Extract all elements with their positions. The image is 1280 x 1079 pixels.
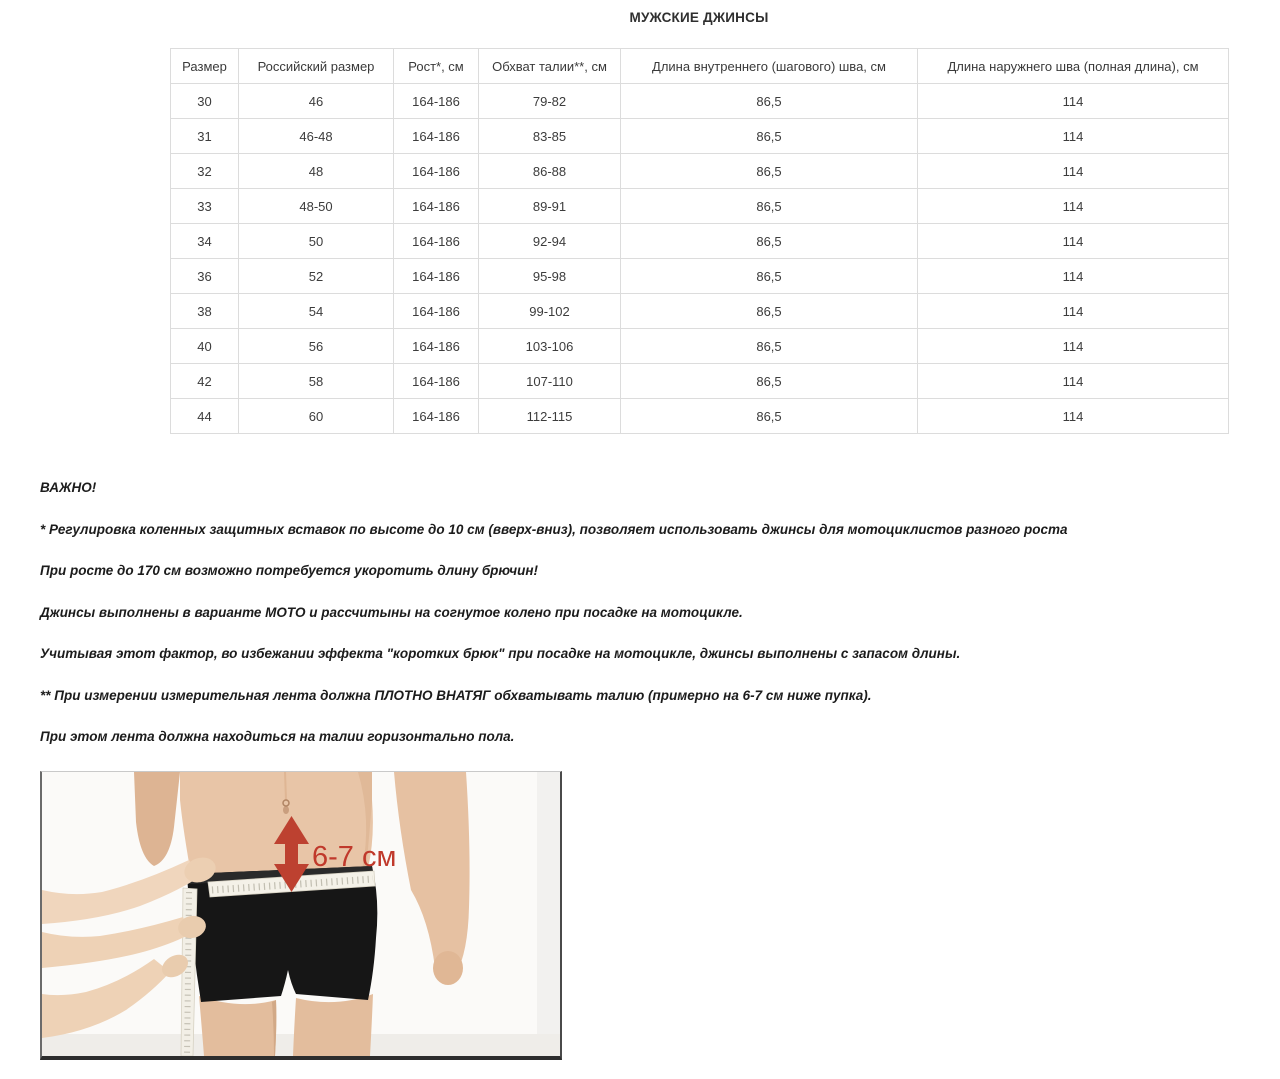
note-line: * Регулировка коленных защитных вставок по высоте до 10 см (вверх-вниз), позволяет использовать джинсы для мотоциклистов разного роста (40, 521, 1068, 537)
table-cell: 114 (918, 294, 1229, 329)
table-cell: 164-186 (394, 294, 479, 329)
table-cell: 86-88 (479, 154, 621, 189)
table-cell: 54 (239, 294, 394, 329)
table-cell: 46 (239, 84, 394, 119)
column-header-outseam: Длина наружнего шва (полная длина), см (918, 49, 1229, 84)
table-cell: 36 (171, 259, 239, 294)
table-cell: 95-98 (479, 259, 621, 294)
table-row (171, 84, 1229, 119)
table-row (171, 329, 1229, 364)
distance-annotation: 6-7 см (312, 840, 397, 873)
table-cell: 164-186 (394, 364, 479, 399)
table-cell: 33 (171, 189, 239, 224)
table-cell: 46-48 (239, 119, 394, 154)
table-cell: 86,5 (621, 119, 918, 154)
table-cell: 42 (171, 364, 239, 399)
table-cell: 164-186 (394, 259, 479, 294)
table-row (171, 259, 1229, 294)
table-cell: 114 (918, 154, 1229, 189)
note-line: При росте до 170 см возможно потребуется укоротить длину брючин! (40, 563, 539, 578)
column-header-height: Рост*, см (394, 49, 479, 84)
size-table (170, 48, 1229, 434)
navel (283, 806, 289, 814)
notes-section (40, 480, 1280, 744)
table-cell: 58 (239, 364, 394, 399)
note-line: При этом лента должна находиться на талии горизонтально пола. (40, 729, 515, 744)
table-row (171, 224, 1229, 259)
table-cell: 86,5 (621, 329, 918, 364)
table-cell: 79-82 (479, 84, 621, 119)
table-cell: 114 (918, 259, 1229, 294)
table-cell: 86,5 (621, 399, 918, 434)
table-cell: 114 (918, 84, 1229, 119)
table-cell: 56 (239, 329, 394, 364)
table-cell: 86,5 (621, 224, 918, 259)
column-header-russian-size: Российский размер (239, 49, 394, 84)
table-cell: 164-186 (394, 154, 479, 189)
table-cell: 164-186 (394, 224, 479, 259)
table-cell: 164-186 (394, 119, 479, 154)
table-cell: 32 (171, 154, 239, 189)
table-cell: 86,5 (621, 84, 918, 119)
table-cell: 164-186 (394, 399, 479, 434)
table-cell: 114 (918, 189, 1229, 224)
table-row (171, 364, 1229, 399)
table-row (171, 399, 1229, 434)
table-row (171, 154, 1229, 189)
table-row (171, 294, 1229, 329)
table-cell: 86,5 (621, 154, 918, 189)
table-cell: 44 (171, 399, 239, 434)
table-cell: 40 (171, 329, 239, 364)
table-cell: 103-106 (479, 329, 621, 364)
table-cell: 48 (239, 154, 394, 189)
size-chart-section (170, 0, 1228, 434)
table-cell: 86,5 (621, 189, 918, 224)
table-cell: 164-186 (394, 189, 479, 224)
table-cell: 86,5 (621, 294, 918, 329)
table-row (171, 189, 1229, 224)
note-line: Учитывая этот фактор, во избежании эффекта "коротких брюк" при посадке на мотоцикле, джинсы выполнены с запасом длины. (40, 646, 961, 661)
table-cell: 34 (171, 224, 239, 259)
page-title: МУЖСКИЕ ДЖИНСЫ (629, 10, 769, 25)
waist-measurement-photo (40, 771, 562, 1060)
table-cell: 114 (918, 119, 1229, 154)
column-header-waist: Обхват талии**, см (479, 49, 621, 84)
table-cell: 52 (239, 259, 394, 294)
table-cell: 114 (918, 329, 1229, 364)
table-header-row (171, 49, 1229, 84)
table-cell: 114 (918, 399, 1229, 434)
table-cell: 99-102 (479, 294, 621, 329)
table-cell: 164-186 (394, 84, 479, 119)
table-cell: 86,5 (621, 364, 918, 399)
note-important: ВАЖНО! (40, 480, 97, 495)
table-cell: 83-85 (479, 119, 621, 154)
table-cell: 164-186 (394, 329, 479, 364)
waist-measurement-illustration (42, 772, 560, 1056)
table-cell: 31 (171, 119, 239, 154)
table-cell: 114 (918, 364, 1229, 399)
note-line: ** При измерении измерительная лента должна ПЛОТНО ВНАТЯГ обхватывать талию (примерно на 6-7 см ниже пупка). (40, 687, 872, 703)
note-line: Джинсы выполнены в варианте МОТО и рассчитыны на согнутое колено при посадке на мотоцикле. (40, 604, 743, 620)
table-cell: 30 (171, 84, 239, 119)
table-cell: 60 (239, 399, 394, 434)
table-cell: 86,5 (621, 259, 918, 294)
table-cell: 48-50 (239, 189, 394, 224)
table-cell: 112-115 (479, 399, 621, 434)
column-header-inseam: Длина внутреннего (шагового) шва, см (621, 49, 918, 84)
table-cell: 114 (918, 224, 1229, 259)
table-cell: 50 (239, 224, 394, 259)
column-header-size: Размер (171, 49, 239, 84)
table-cell: 92-94 (479, 224, 621, 259)
table-row (171, 119, 1229, 154)
table-cell: 38 (171, 294, 239, 329)
table-cell: 107-110 (479, 364, 621, 399)
table-cell: 89-91 (479, 189, 621, 224)
